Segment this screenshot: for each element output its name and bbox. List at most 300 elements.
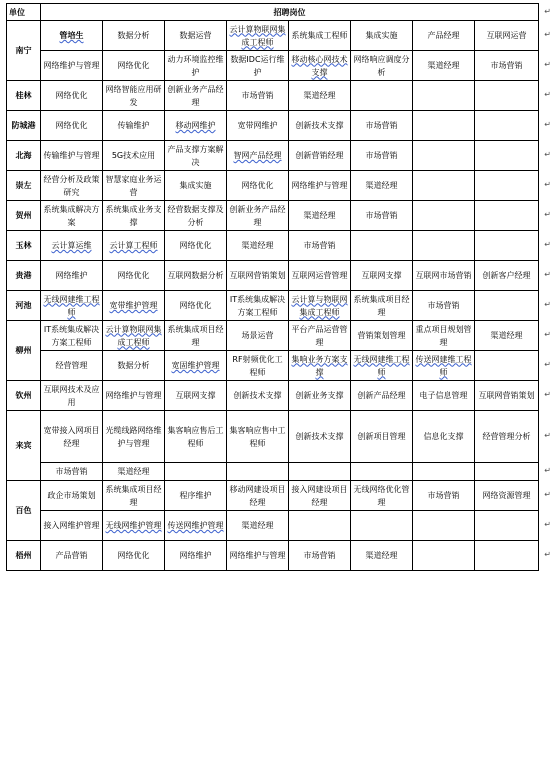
row-end-mark: ↵ <box>544 490 551 499</box>
header-row <box>7 4 539 21</box>
table-row <box>7 21 539 51</box>
positions-header: 招聘岗位 <box>41 4 539 21</box>
position-cell <box>227 171 289 201</box>
position-text: 数据运营 <box>179 31 212 40</box>
position-text: IT系统集成解决方案工程师 <box>229 294 286 317</box>
position-text: 网络维护与管理 <box>291 181 348 190</box>
position-cell <box>103 411 165 463</box>
position-text: 接入网建设项目经理 <box>291 484 348 507</box>
position-cell <box>227 261 289 291</box>
position-cell <box>41 511 103 541</box>
position-cell <box>227 201 289 231</box>
position-text: 移动网维护 <box>175 121 216 130</box>
row-end-mark: ↵ <box>544 30 551 39</box>
position-cell <box>351 261 413 291</box>
position-text: 集客响应售中工程师 <box>229 425 286 448</box>
position-cell <box>289 81 351 111</box>
city-cell: 贺州 <box>7 201 41 231</box>
position-text: RF射频优化工程师 <box>232 354 283 377</box>
position-cell <box>289 321 351 351</box>
row-end-mark: ↵ <box>544 150 551 159</box>
position-text: 动力环境监控维护 <box>167 54 224 77</box>
position-text: 系统集成业务支撑 <box>105 204 162 227</box>
position-cell <box>351 171 413 201</box>
position-cell <box>289 463 351 481</box>
position-cell <box>475 411 539 463</box>
position-text: 宽固维护管理 <box>171 361 220 370</box>
position-text: 网络维护与管理 <box>43 61 100 70</box>
recruitment-table-container <box>6 3 538 571</box>
position-text: 渠道经理 <box>303 91 336 100</box>
position-cell <box>351 381 413 411</box>
position-cell <box>227 411 289 463</box>
position-text: 互联网支撑 <box>361 271 402 280</box>
position-text: 网络维护与管理 <box>105 391 162 400</box>
position-cell <box>165 463 227 481</box>
position-cell <box>227 511 289 541</box>
row-end-mark: ↵ <box>544 120 551 129</box>
unit-header: 单位 <box>7 4 41 21</box>
position-cell <box>165 171 227 201</box>
position-cell <box>165 541 227 571</box>
city-cell: 河池 <box>7 291 41 321</box>
position-text: 宽带接入网项目经理 <box>43 425 100 448</box>
position-text: 信息化支撑 <box>423 432 464 441</box>
city-cell: 防城港 <box>7 111 41 141</box>
position-text: 网络维护 <box>179 551 212 560</box>
position-text: 市场营销 <box>365 121 398 130</box>
position-text: 渠道经理 <box>427 61 460 70</box>
position-text: 渠道经理 <box>117 467 150 476</box>
position-text: 无线网建维工程师 <box>43 294 100 317</box>
position-cell <box>289 231 351 261</box>
position-cell <box>413 201 475 231</box>
position-cell <box>351 411 413 463</box>
position-text: 云计算物联网集成工程师 <box>229 24 286 47</box>
position-text: 移动网建设项目经理 <box>229 484 286 507</box>
position-text: IT系统集成解决方案工程师 <box>43 324 100 347</box>
position-text: 系统集成项目经理 <box>167 324 224 347</box>
position-cell <box>475 321 539 351</box>
position-text: 宽带网维护 <box>237 121 278 130</box>
position-cell <box>165 81 227 111</box>
table-row <box>7 463 539 481</box>
position-cell <box>475 261 539 291</box>
row-end-mark: ↵ <box>544 60 551 69</box>
position-text: 集客响应售后工程师 <box>167 425 224 448</box>
position-text: 网络资源管理 <box>482 491 531 500</box>
position-text: 市场营销 <box>427 491 460 500</box>
position-cell <box>165 351 227 381</box>
position-text: 数据IDC运行维护 <box>230 54 285 77</box>
table-row <box>7 411 539 463</box>
position-cell <box>413 51 475 81</box>
position-text: 接入网维护管理 <box>43 521 100 530</box>
position-cell <box>227 81 289 111</box>
position-cell <box>413 541 475 571</box>
position-text: 互联网运营 <box>486 31 527 40</box>
row-end-mark: ↵ <box>544 330 551 339</box>
position-text: 创新业务支撑 <box>295 391 344 400</box>
position-cell <box>41 21 103 51</box>
position-text: 市场营销 <box>303 551 336 560</box>
position-cell <box>475 141 539 171</box>
position-text: 市场营销 <box>365 151 398 160</box>
position-text: 云计算工程师 <box>109 241 158 250</box>
position-cell <box>351 481 413 511</box>
city-cell: 来宾 <box>7 411 41 481</box>
city-cell: 崇左 <box>7 171 41 201</box>
position-cell <box>41 321 103 351</box>
position-text: 市场营销 <box>427 301 460 310</box>
position-cell <box>289 261 351 291</box>
position-cell <box>103 261 165 291</box>
table-row <box>7 111 539 141</box>
position-text: 政企市场策划 <box>47 491 96 500</box>
position-text: 场景运营 <box>241 331 274 340</box>
position-cell <box>289 111 351 141</box>
position-cell <box>289 411 351 463</box>
position-cell <box>165 21 227 51</box>
table-row <box>7 321 539 351</box>
position-text: 经营数据支撑及分析 <box>167 204 224 227</box>
position-text: 创新营销经理 <box>295 151 344 160</box>
table-body <box>7 21 539 571</box>
position-cell <box>475 291 539 321</box>
position-text: 智网产品经理 <box>233 151 282 160</box>
position-text: 创新技术支撑 <box>233 391 282 400</box>
position-cell <box>103 111 165 141</box>
city-cell: 柳州 <box>7 321 41 381</box>
position-text: 网络优化 <box>117 271 150 280</box>
position-text: 渠道经理 <box>241 241 274 250</box>
position-text: 渠道经理 <box>365 551 398 560</box>
position-cell <box>227 231 289 261</box>
position-cell <box>227 141 289 171</box>
position-cell <box>103 381 165 411</box>
row-end-mark: ↵ <box>544 360 551 369</box>
position-text: 经营分析及政策研究 <box>43 174 100 197</box>
position-cell <box>165 411 227 463</box>
position-cell <box>289 351 351 381</box>
position-cell <box>41 141 103 171</box>
position-cell <box>165 111 227 141</box>
position-cell <box>351 231 413 261</box>
position-cell <box>165 231 227 261</box>
position-cell <box>41 463 103 481</box>
position-cell <box>413 381 475 411</box>
row-end-mark: ↵ <box>544 180 551 189</box>
position-cell <box>41 481 103 511</box>
position-cell <box>165 511 227 541</box>
table-row <box>7 141 539 171</box>
position-cell <box>351 21 413 51</box>
position-cell <box>41 541 103 571</box>
row-end-mark: ↵ <box>544 431 551 440</box>
position-cell <box>289 51 351 81</box>
position-cell <box>103 201 165 231</box>
position-cell <box>227 463 289 481</box>
position-cell <box>103 291 165 321</box>
position-cell <box>413 321 475 351</box>
row-end-mark: ↵ <box>544 240 551 249</box>
position-cell <box>41 111 103 141</box>
position-text: 创新产品经理 <box>357 391 406 400</box>
position-text: 渠道经理 <box>365 181 398 190</box>
position-cell <box>227 481 289 511</box>
row-end-mark: ↵ <box>544 300 551 309</box>
position-text: 系统集成项目经理 <box>105 484 162 507</box>
position-text: 渠道经理 <box>241 521 274 530</box>
position-cell <box>41 201 103 231</box>
position-cell <box>475 201 539 231</box>
position-cell <box>289 21 351 51</box>
city-cell: 百色 <box>7 481 41 541</box>
position-cell <box>351 111 413 141</box>
position-cell <box>475 541 539 571</box>
position-cell <box>351 291 413 321</box>
position-cell <box>413 111 475 141</box>
position-text: 网络优化 <box>117 551 150 560</box>
position-text: 互联网营销策划 <box>229 271 286 280</box>
position-cell <box>41 381 103 411</box>
position-cell <box>413 481 475 511</box>
position-text: 传送网建维工程师 <box>415 354 472 377</box>
position-cell <box>103 231 165 261</box>
position-text: 经营管理 <box>55 361 88 370</box>
position-cell <box>103 321 165 351</box>
position-cell <box>41 261 103 291</box>
position-cell <box>351 463 413 481</box>
table-row <box>7 541 539 571</box>
position-cell <box>475 231 539 261</box>
position-text: 营销策划管理 <box>357 331 406 340</box>
row-end-mark: ↵ <box>544 520 551 529</box>
city-cell: 梧州 <box>7 541 41 571</box>
position-text: 市场营销 <box>490 61 523 70</box>
position-text: 系统集成项目经理 <box>353 294 410 317</box>
position-cell <box>165 321 227 351</box>
table-row <box>7 171 539 201</box>
position-text: 创新业务产品经理 <box>167 84 224 107</box>
position-cell <box>227 111 289 141</box>
position-text: 宽带维护管理 <box>109 301 158 310</box>
position-text: 系统集成解决方案 <box>43 204 100 227</box>
table-row <box>7 231 539 261</box>
position-text: 云计算与物联网集成工程师 <box>291 294 348 317</box>
position-cell <box>351 201 413 231</box>
position-cell <box>165 291 227 321</box>
position-cell <box>41 231 103 261</box>
position-text: 创新项目管理 <box>357 432 406 441</box>
position-cell <box>289 511 351 541</box>
position-text: 平台产品运营管理 <box>291 324 348 347</box>
position-cell <box>413 351 475 381</box>
position-text: 无线网建维工程师 <box>353 354 410 377</box>
position-cell <box>351 81 413 111</box>
city-cell: 北海 <box>7 141 41 171</box>
position-cell <box>165 201 227 231</box>
position-cell <box>227 541 289 571</box>
position-cell <box>289 201 351 231</box>
position-cell <box>103 463 165 481</box>
position-cell <box>475 51 539 81</box>
position-cell <box>413 171 475 201</box>
position-cell <box>475 171 539 201</box>
position-text: 移动核心网技术支撑 <box>291 54 348 77</box>
position-text: 网络智能应用研发 <box>105 84 162 107</box>
position-cell <box>103 511 165 541</box>
position-text: 互联网技术及应用 <box>43 384 100 407</box>
position-text: 网络优化 <box>55 121 88 130</box>
position-cell <box>41 171 103 201</box>
table-row <box>7 81 539 111</box>
position-text: 创新技术支撑 <box>295 121 344 130</box>
position-cell <box>103 481 165 511</box>
position-text: 互联网营销策划 <box>478 391 535 400</box>
position-cell <box>475 481 539 511</box>
position-text: 市场营销 <box>55 467 88 476</box>
position-cell <box>475 511 539 541</box>
position-text: 市场营销 <box>365 211 398 220</box>
city-cell: 钦州 <box>7 381 41 411</box>
position-cell <box>103 51 165 81</box>
position-text: 网络优化 <box>179 301 212 310</box>
position-cell <box>413 21 475 51</box>
position-text: 网络优化 <box>55 91 88 100</box>
position-cell <box>227 351 289 381</box>
position-text: 电子信息管理 <box>419 391 468 400</box>
city-cell: 南宁 <box>7 21 41 81</box>
position-cell <box>475 81 539 111</box>
position-cell <box>289 381 351 411</box>
position-cell <box>41 291 103 321</box>
position-text: 传输维护与管理 <box>43 151 100 160</box>
position-cell <box>165 141 227 171</box>
position-cell <box>475 351 539 381</box>
position-cell <box>289 481 351 511</box>
position-text: 经营管理分析 <box>482 432 531 441</box>
position-text: 创新业务产品经理 <box>229 204 286 227</box>
position-text: 渠道经理 <box>490 331 523 340</box>
position-text: 渠道经理 <box>303 211 336 220</box>
city-cell: 桂林 <box>7 81 41 111</box>
position-cell <box>413 141 475 171</box>
position-text: 产品经理 <box>427 31 460 40</box>
position-text: 互联网数据分析 <box>167 271 224 280</box>
position-text: 网络优化 <box>241 181 274 190</box>
position-text: 重点项目规划管理 <box>415 324 472 347</box>
recruitment-table <box>6 3 539 571</box>
position-cell <box>289 171 351 201</box>
row-end-mark: ↵ <box>544 390 551 399</box>
row-end-mark: ↵ <box>544 466 551 475</box>
position-cell <box>227 291 289 321</box>
position-text: 智慧家庭业务运营 <box>105 174 162 197</box>
table-row <box>7 481 539 511</box>
position-cell <box>165 481 227 511</box>
table-row <box>7 291 539 321</box>
table-row <box>7 351 539 381</box>
position-cell <box>413 231 475 261</box>
position-text: 云计算运维 <box>51 241 92 250</box>
position-text: 无线网络优化管理 <box>353 484 410 507</box>
position-text: 市场营销 <box>241 91 274 100</box>
position-cell <box>351 51 413 81</box>
position-cell <box>103 141 165 171</box>
position-cell <box>413 511 475 541</box>
position-cell <box>413 81 475 111</box>
position-cell <box>475 463 539 481</box>
position-text: 网络响应调度分析 <box>353 54 410 77</box>
position-cell <box>41 351 103 381</box>
position-text: 云计算物联网集成工程师 <box>105 324 162 347</box>
position-cell <box>227 321 289 351</box>
position-text: 市场营销 <box>303 241 336 250</box>
position-cell <box>41 51 103 81</box>
table-row <box>7 381 539 411</box>
position-cell <box>289 541 351 571</box>
position-cell <box>413 291 475 321</box>
position-cell <box>413 411 475 463</box>
position-text: 创新客户经理 <box>482 271 531 280</box>
position-cell <box>351 541 413 571</box>
position-text: 互联网支撑 <box>175 391 216 400</box>
position-cell <box>413 261 475 291</box>
position-text: 集成实施 <box>179 181 212 190</box>
position-text: 数据分析 <box>117 361 150 370</box>
position-text: 网络维护与管理 <box>229 551 286 560</box>
row-end-mark: ↵ <box>544 210 551 219</box>
position-text: 管培生 <box>59 31 84 40</box>
position-cell <box>103 21 165 51</box>
position-cell <box>227 51 289 81</box>
position-text: 互联网市场营销 <box>415 271 472 280</box>
position-cell <box>165 381 227 411</box>
position-text: 5G技术应用 <box>111 151 156 160</box>
position-text: 网络优化 <box>117 61 150 70</box>
position-text: 创新技术支撑 <box>295 432 344 441</box>
position-text: 集响业务方案支撑 <box>291 354 348 377</box>
position-text: 传送网维护管理 <box>167 521 224 530</box>
position-text: 传输维护 <box>117 121 150 130</box>
position-cell <box>475 111 539 141</box>
position-cell <box>475 21 539 51</box>
city-cell: 玉林 <box>7 231 41 261</box>
position-cell <box>351 321 413 351</box>
row-end-mark: ↵ <box>544 90 551 99</box>
position-cell <box>165 261 227 291</box>
position-cell <box>103 351 165 381</box>
position-cell <box>351 511 413 541</box>
table-row <box>7 511 539 541</box>
position-text: 无线网维护管理 <box>105 521 162 530</box>
position-text: 光缆线路网络维护与管理 <box>105 425 162 448</box>
position-cell <box>475 381 539 411</box>
position-cell <box>103 171 165 201</box>
table-row <box>7 201 539 231</box>
position-cell <box>289 291 351 321</box>
position-text: 产品支撑方案解决 <box>167 144 224 167</box>
row-end-mark: ↵ <box>544 550 551 559</box>
city-cell: 贵港 <box>7 261 41 291</box>
position-text: 系统集成工程师 <box>291 31 348 40</box>
position-text: 网络优化 <box>179 241 212 250</box>
position-text: 网络维护 <box>55 271 88 280</box>
position-text: 程序维护 <box>179 491 212 500</box>
row-end-mark: ↵ <box>544 6 551 16</box>
table-row <box>7 261 539 291</box>
